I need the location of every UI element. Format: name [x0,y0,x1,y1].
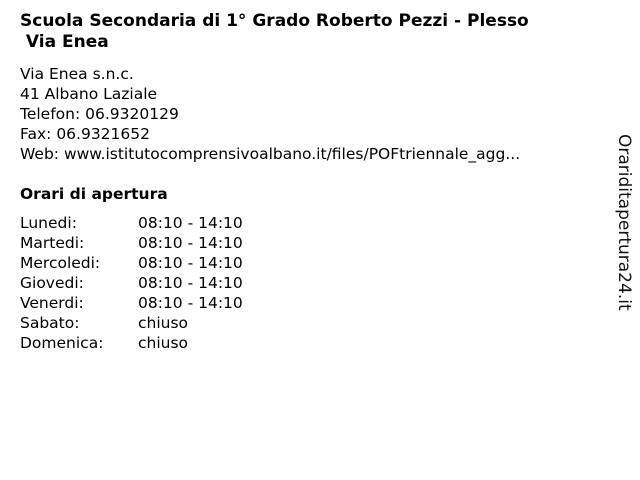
time-value: 08:10 - 14:10 [138,254,243,272]
opening-hours-heading: Orari di apertura [20,185,168,203]
hours-row-friday [20,293,243,313]
address-line: Via Enea s.n.c. [20,65,134,83]
day-label: Lunedi: [20,214,77,232]
day-label: Giovedi: [20,274,84,292]
hours-row-sunday [20,333,243,353]
hours-row-saturday [20,313,243,333]
time-value: 08:10 - 14:10 [138,214,243,232]
time-value: 08:10 - 14:10 [138,294,243,312]
fax-line: Fax: 06.9321652 [20,125,150,143]
site-brand-watermark: Orariditapertura24.it [614,134,634,311]
time-value: 08:10 - 14:10 [138,274,243,292]
day-label: Sabato: [20,314,80,332]
phone-line[interactable]: Telefon: 06.9320129 [20,105,179,123]
web-link[interactable]: Web: www.istitutocomprensivoalbano.it/files/POFtriennale_agg... [20,145,521,163]
page-title: Scuola Secondaria di 1° Grado Roberto Pezzi - Plesso Via Enea [20,11,529,52]
hours-row-tuesday [20,233,243,253]
time-value: chiuso [138,314,189,332]
hours-row-monday [20,213,243,233]
day-label: Domenica: [20,334,104,352]
day-label: Venerdi: [20,294,84,312]
hours-row-wednesday [20,253,243,273]
day-label: Mercoledi: [20,254,101,272]
contact-info [20,64,600,164]
time-value: 08:10 - 14:10 [138,234,243,252]
hours-row-thursday [20,273,243,293]
day-label: Martedi: [20,234,85,252]
opening-hours-table [20,213,243,353]
city-line: 41 Albano Laziale [20,85,158,103]
time-value: chiuso [138,334,189,352]
